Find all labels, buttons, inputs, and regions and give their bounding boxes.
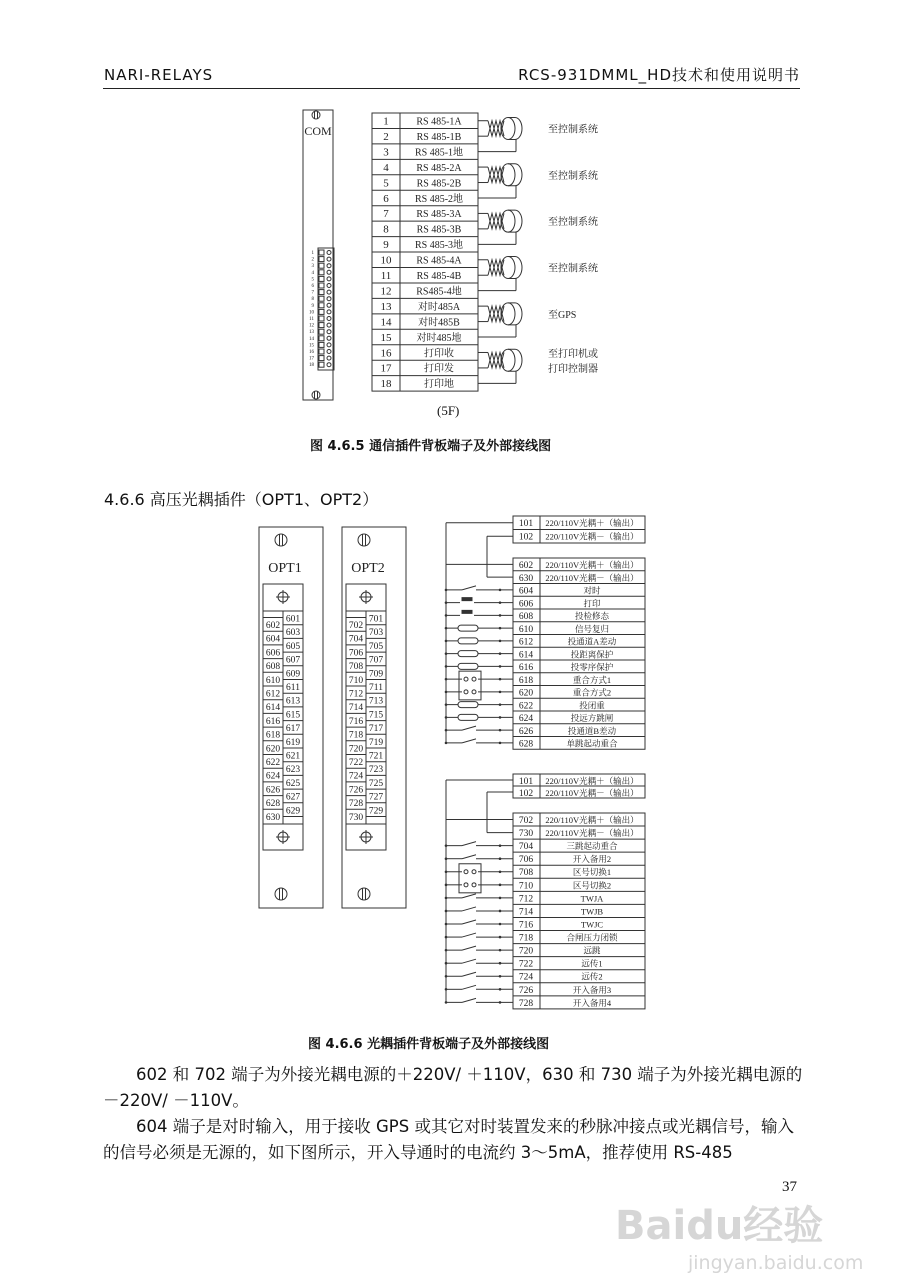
opt1-table-row-number: 602	[518, 561, 534, 571]
opt2-table-row-number: 720	[518, 946, 534, 957]
com-board-label: COM	[304, 124, 332, 138]
com-terminal-hole	[327, 350, 331, 354]
opt2-terminal-right: 707	[368, 655, 384, 666]
opt2-terminal-left: 710	[348, 675, 364, 686]
opt2-terminal-left: 724	[348, 771, 364, 782]
com-terminal-number: 1	[311, 251, 314, 256]
opt2-table-row-label: TWJB	[580, 906, 604, 917]
pin-icon	[472, 870, 476, 874]
com-row-label: RS 485-4B	[416, 271, 462, 282]
opt2-table-row-label: 区号切换2	[572, 880, 612, 891]
com-terminal-hole	[327, 336, 331, 340]
com-row-label: 打印发	[424, 363, 454, 375]
com-terminal-number: 4	[311, 270, 314, 276]
opt1-table-row-label: 单跳起动重合	[566, 738, 618, 749]
paragraph-2: 604 端子是对时输入，用于接收 GPS 或其它对时装置发来的秒脉冲接点或光耦信号，输入的信号必须是无源的，如下图所示，开入导通时的电流约 3～5mA，推荐使用 RS-485	[103, 1117, 794, 1162]
shield-icon	[501, 257, 515, 279]
switch-icon	[462, 920, 476, 924]
section-heading: 4.6.6 高压光耦插件（OPT1、OPT2）	[104, 490, 379, 509]
opt2-terminal-left: 708	[348, 662, 364, 673]
page-number: 37	[782, 1179, 797, 1195]
fuse-icon	[458, 651, 478, 657]
header-left: NARI-RELAYS	[104, 66, 214, 84]
fuse-icon	[458, 638, 478, 644]
switch-icon	[462, 959, 476, 963]
opt1-terminal-right: 601	[285, 614, 301, 625]
com-row-label: RS 485-3地	[414, 240, 464, 252]
opt2-table-row-label: 三跳起动重合	[566, 841, 618, 852]
com-terminal-pin	[319, 276, 324, 281]
com-terminal-pin	[319, 309, 324, 314]
com-terminal-number: 5	[311, 277, 314, 283]
com-row-label: 对时485地	[416, 332, 462, 344]
com-row-number: 2	[383, 130, 389, 143]
com-terminal-number: 11	[309, 317, 314, 322]
com-terminal-pin	[319, 356, 324, 361]
com-row-number: 9	[383, 239, 389, 252]
com-row-label: RS 485-3A	[416, 209, 462, 221]
opt1-table-power-number: 102	[518, 532, 534, 543]
opt1-terminal-right: 619	[285, 737, 301, 748]
opt1-terminal-right: 627	[285, 792, 301, 803]
pin-icon	[464, 883, 468, 887]
opt2-terminal-right: 709	[368, 669, 384, 680]
opt2-terminal-right: 729	[368, 806, 384, 817]
switch-icon	[462, 972, 476, 976]
opt2-screw-top-icon	[358, 534, 370, 546]
opt2-terminal-right: 705	[368, 641, 384, 652]
opt1-terminal-right: 629	[285, 806, 301, 817]
fuse-icon	[458, 702, 478, 708]
opt2-terminal-left: 730	[348, 812, 364, 823]
opt1-terminal-left: 604	[265, 634, 281, 645]
opt2-terminal-right: 725	[368, 778, 384, 789]
opt1-table-power-number: 101	[518, 519, 534, 529]
shield-icon	[501, 349, 515, 371]
opt2-table-row-number: 730	[518, 829, 534, 840]
opt2-table-row-label: 远传2	[581, 971, 603, 982]
com-footnote: (5F)	[437, 403, 460, 418]
com-terminal-hole	[327, 343, 331, 347]
switch-icon	[462, 907, 476, 911]
switch-icon	[462, 842, 476, 846]
opt1-table-row-number: 630	[518, 573, 534, 584]
com-destination-label: 至控制系统	[548, 170, 598, 182]
opt2-terminal-right: 703	[368, 628, 384, 639]
opt2-terminal-right: 717	[368, 724, 384, 735]
opt1-table-row-label: 投零序保护	[570, 662, 614, 672]
com-terminal-pin	[319, 263, 324, 268]
button-icon	[462, 610, 472, 613]
com-terminal-hole	[327, 290, 331, 294]
switch-icon	[462, 933, 476, 937]
opt2-table-power-number: 101	[518, 777, 534, 787]
com-row-number: 6	[383, 192, 389, 205]
header-right: RCS-931DMML_HD技术和使用说明书	[518, 66, 800, 84]
opt1-table-row-label: 投检修态	[574, 611, 610, 621]
shield-icon	[501, 210, 515, 232]
com-screw-top-icon	[312, 111, 320, 119]
opt1-table-row-label: 打印	[583, 598, 601, 609]
com-terminal-hole	[327, 310, 331, 314]
opt1-label: OPT1	[268, 561, 302, 576]
opt2-table-row-number: 710	[518, 881, 534, 892]
opt1-table-row-number: 614	[518, 650, 534, 661]
opt1-table-row-label: 投远方跳闸	[570, 713, 614, 723]
opt1-screw-bottom-icon	[275, 888, 287, 900]
opt1-table-row-label: 220/110V光耦＋（输出）	[545, 560, 639, 570]
opt1-terminal-left: 628	[265, 799, 281, 810]
shield-icon	[501, 117, 515, 139]
opt2-screw-bottom-icon	[358, 888, 370, 900]
com-terminal-pin	[319, 362, 324, 367]
com-terminal-number: 3	[311, 264, 314, 270]
opt2-table-row-number: 704	[518, 842, 534, 853]
com-row-label: 打印地	[424, 379, 454, 391]
com-terminal-hole	[327, 264, 331, 268]
com-row-number: 3	[383, 146, 389, 159]
switch-icon	[462, 586, 476, 590]
opt2-table-row-label: 开入备用4	[572, 997, 612, 1008]
opt2-terminal-right: 711	[369, 683, 383, 693]
com-row-number: 17	[380, 362, 392, 375]
com-row-label: RS 485-4A	[416, 255, 462, 267]
opt1-table-power-label: 220/110V光耦＋（输出）	[545, 518, 639, 528]
opt1-table-row-label: 重合方式1	[572, 674, 612, 685]
opt1-table-row-number: 628	[518, 739, 534, 750]
watermark-logo: Baidu经验	[615, 1203, 824, 1249]
opt2-terminal-left: 718	[348, 730, 364, 741]
com-row-label: RS 485-1B	[416, 131, 462, 143]
com-row-label: RS485-4地	[416, 286, 462, 298]
opt2-table-power-label: 220/110V光耦－（输出）	[545, 788, 639, 798]
opt1-table-row-number: 626	[518, 726, 534, 737]
opt2-terminal-left: 720	[348, 744, 364, 755]
switch-icon	[462, 726, 476, 730]
opt2-terminal-left: 726	[348, 785, 364, 796]
opt1-table-row-number: 622	[518, 701, 534, 712]
com-terminal-number: 8	[311, 297, 314, 303]
com-screw-bottom-icon	[312, 391, 320, 399]
com-row-number: 14	[380, 316, 392, 329]
com-terminal-hole	[327, 356, 331, 360]
com-row-label: 对时485B	[418, 317, 460, 329]
opt1-terminal-left: 614	[265, 703, 281, 714]
opt1-terminal-right: 609	[285, 669, 301, 680]
opt1-terminal-right: 625	[285, 778, 301, 789]
opt1-table-row-number: 608	[518, 612, 534, 622]
com-terminal-pin	[319, 250, 324, 255]
selector-box-icon	[459, 864, 481, 893]
com-terminal-pin	[319, 342, 324, 347]
opt1-terminal-left: 626	[265, 785, 281, 796]
com-row-number: 13	[380, 300, 392, 313]
opt1-table-row-label: 投距离保护	[570, 649, 614, 660]
opt1-table-row-number: 612	[518, 637, 534, 648]
com-terminal-hole	[327, 284, 331, 288]
opt2-table-row-label: 220/110V光耦＋（输出）	[545, 815, 639, 825]
com-terminal-pin	[319, 283, 324, 288]
com-row-number: 7	[383, 208, 389, 221]
opt1-terminal-right: 607	[285, 655, 301, 666]
switch-icon	[462, 894, 476, 898]
com-terminal-hole	[327, 330, 331, 334]
opt2-terminal-right: 723	[368, 765, 384, 776]
com-row-number: 8	[383, 223, 389, 236]
com-row-number: 5	[383, 177, 389, 190]
com-terminal-hole	[327, 277, 331, 281]
com-terminal-number: 14	[309, 336, 314, 342]
pin-icon	[472, 690, 476, 694]
com-row-number: 12	[380, 285, 392, 298]
opt2-terminal-right: 701	[368, 614, 384, 625]
com-row-number: 4	[383, 161, 389, 174]
opt2-table-row-number: 718	[518, 933, 534, 944]
com-terminal-pin	[319, 296, 324, 301]
opt1-terminal-right: 611	[286, 683, 300, 693]
opt1-terminal-left: 602	[265, 621, 281, 631]
opt2-terminal-left: 722	[348, 758, 364, 768]
opt2-terminal-right: 721	[368, 751, 384, 762]
opt2-table-row-label: 合闸压力闭锁	[566, 932, 618, 943]
opt1-table-row-label: 投通道A差动	[567, 636, 617, 647]
switch-icon	[462, 946, 476, 950]
opt1-terminal-left: 630	[265, 812, 281, 823]
opt1-table-row-number: 606	[518, 599, 534, 610]
com-row-number: 16	[380, 347, 392, 360]
com-row-label: RS 485-3B	[416, 224, 462, 236]
opt2-label: OPT2	[351, 561, 385, 576]
opt2-terminal-right: 727	[368, 792, 384, 803]
opt2-terminal-left: 728	[348, 799, 364, 810]
opt2-terminal-left: 706	[348, 648, 364, 659]
com-row-label: RS 485-1A	[416, 116, 462, 128]
switch-icon	[462, 985, 476, 989]
com-row-number: 18	[380, 378, 392, 391]
shield-icon	[501, 164, 515, 186]
opt1-terminal-left: 624	[265, 771, 281, 782]
com-terminal-hole	[327, 317, 331, 321]
com-terminal-number: 2	[311, 257, 314, 263]
opt2-terminal-right: 713	[368, 696, 384, 707]
opt1-table-row-number: 624	[518, 714, 534, 724]
com-terminal-pin	[319, 270, 324, 275]
opt1-terminal-right: 621	[285, 751, 301, 762]
opt1-table-row-label: 对时	[583, 585, 601, 596]
com-row-number: 11	[380, 270, 392, 282]
figure-caption-4-6-6: 图 4.6.6 光耦插件背板端子及外部接线图	[308, 1037, 550, 1052]
com-destination-label: 至控制系统	[548, 217, 598, 229]
opt2-table-row-label: TWJA	[580, 893, 604, 904]
opt2-terminal-right: 715	[368, 710, 384, 721]
fuse-icon	[458, 714, 478, 720]
opt2-table-row-number: 728	[518, 998, 534, 1009]
opt1-terminal-right: 623	[285, 765, 301, 776]
opt2-table-power-label: 220/110V光耦＋（输出）	[545, 776, 639, 786]
switch-icon	[462, 855, 476, 859]
com-row-label: RS 485-2A	[416, 162, 462, 174]
com-terminal-number: 12	[309, 323, 314, 329]
fuse-icon	[458, 663, 478, 669]
com-terminal-number: 18	[309, 363, 314, 369]
com-terminal-number: 7	[311, 290, 314, 296]
opt2-table-row-number: 716	[518, 920, 534, 931]
opt2-terminal-right: 719	[368, 737, 384, 748]
opt1-terminal-right: 603	[285, 628, 301, 639]
selector-box-icon	[459, 671, 481, 700]
opt2-table-row-label: 区号切换1	[572, 867, 612, 878]
switch-icon	[462, 739, 476, 743]
opt1-table-row-number: 618	[518, 675, 534, 686]
com-terminal-pin	[319, 257, 324, 262]
com-terminal-pin	[319, 336, 324, 341]
opt1-screw-top-icon	[275, 534, 287, 546]
opt1-table-row-number: 620	[518, 688, 534, 699]
com-terminal-pin	[319, 290, 324, 295]
paragraph-1: 602 和 702 端子为外接光耦电源的＋220V/ ＋110V，630 和 730 端子为外接光耦电源的－220V/ －110V。	[103, 1065, 803, 1110]
com-terminal-pin	[319, 323, 324, 328]
com-row-number: 15	[380, 331, 392, 344]
shield-icon	[501, 303, 515, 325]
watermark-url: jingyan.baidu.com	[688, 1252, 864, 1274]
button-icon	[462, 598, 472, 601]
pin-icon	[464, 690, 468, 694]
opt2-table-row-number: 722	[518, 959, 534, 970]
com-terminal-number: 10	[309, 310, 314, 316]
opt2-table-row-label: 220/110V光耦－（输出）	[545, 828, 639, 839]
opt1-table-row-label: 投通道B差动	[567, 725, 617, 736]
com-terminal-hole	[327, 303, 331, 307]
opt2-table-row-label: 远传1	[581, 958, 603, 969]
opt2-table-row-number: 702	[518, 816, 534, 826]
com-row-label: RS 485-1地	[414, 147, 464, 159]
com-destination-label: 至打印机或	[548, 349, 598, 361]
opt2-table-row-number: 706	[518, 855, 534, 866]
com-row-label: 对时485A	[417, 301, 461, 313]
com-terminal-pin	[319, 316, 324, 321]
opt2-table-row-number: 714	[518, 907, 534, 918]
opt1-table-row-label: 信号复归	[574, 623, 610, 634]
opt1-terminal-left: 616	[265, 716, 281, 727]
opt1-terminal-right: 615	[285, 710, 301, 721]
com-terminal-hole	[327, 363, 331, 367]
opt2-table-row-label: 开入备用2	[572, 854, 612, 865]
opt2-table-power-number: 102	[518, 789, 534, 799]
opt1-table-row-number: 610	[518, 624, 534, 635]
opt1-table-row-label: 220/110V光耦－（输出）	[545, 572, 639, 583]
opt1-terminal-left: 606	[265, 648, 281, 659]
opt2-table-row-number: 712	[518, 894, 534, 905]
opt1-table-row-label: 重合方式2	[572, 687, 612, 698]
com-terminal-number: 15	[309, 343, 314, 349]
pin-icon	[472, 883, 476, 887]
opt1-table-power-label: 220/110V光耦－（输出）	[545, 531, 639, 542]
com-terminal-number: 13	[309, 330, 314, 336]
opt1-table-row-number: 604	[518, 586, 534, 597]
com-terminal-number: 16	[309, 350, 314, 355]
opt1-terminal-right: 613	[285, 696, 301, 707]
opt1-table-row-number: 616	[518, 663, 534, 673]
com-terminal-hole	[327, 270, 331, 274]
opt1-terminal-right: 617	[285, 724, 301, 735]
com-terminal-hole	[327, 257, 331, 261]
com-terminal-number: 9	[311, 303, 314, 309]
com-row-label: 打印收	[424, 348, 454, 360]
com-row-label: RS 485-2B	[416, 178, 462, 190]
opt2-terminal-left: 702	[348, 621, 364, 631]
com-row-number: 1	[383, 115, 389, 128]
opt1-table-row-label: 投闭重	[579, 700, 605, 711]
com-terminal-pin	[319, 303, 324, 308]
pin-icon	[472, 677, 476, 681]
pin-icon	[464, 677, 468, 681]
opt2-terminal-left: 712	[348, 689, 364, 700]
com-row-label: RS 485-2地	[414, 193, 464, 205]
com-terminal-hole	[327, 323, 331, 327]
opt1-terminal-left: 620	[265, 744, 281, 755]
com-row-number: 10	[380, 254, 392, 267]
opt2-terminal-left: 716	[348, 716, 364, 727]
opt2-table-row-label: 开入备用3	[572, 984, 612, 995]
com-terminal-hole	[327, 251, 331, 255]
opt1-terminal-right: 605	[285, 641, 301, 652]
com-terminal-hole	[327, 297, 331, 301]
pin-icon	[464, 870, 468, 874]
opt1-terminal-left: 622	[265, 758, 281, 768]
opt2-terminal-left: 704	[348, 634, 364, 645]
fuse-icon	[458, 625, 478, 631]
opt1-terminal-left: 610	[265, 675, 281, 686]
com-destination-label: 至控制系统	[548, 263, 598, 275]
com-terminal-pin	[319, 329, 324, 334]
figure-caption-4-6-5: 图 4.6.5 通信插件背板端子及外部接线图	[310, 439, 552, 454]
opt2-table-row-number: 726	[518, 985, 534, 996]
opt2-table-row-label: TWJC	[580, 919, 604, 930]
opt2-table-row-number: 724	[518, 972, 534, 983]
com-terminal-pin	[319, 349, 324, 354]
com-terminal-number: 6	[311, 284, 314, 289]
opt2-table-row-number: 708	[518, 868, 534, 879]
opt1-terminal-left: 608	[265, 662, 281, 673]
com-destination-label: 至控制系统	[548, 124, 598, 136]
opt2-table-row-label: 远跳	[583, 945, 601, 956]
com-destination-label: 至GPS	[548, 309, 577, 321]
switch-icon	[462, 998, 476, 1002]
com-destination-label: 打印控制器	[548, 364, 598, 376]
com-terminal-number: 17	[309, 356, 314, 362]
opt1-terminal-left: 618	[265, 730, 281, 741]
opt2-terminal-left: 714	[348, 703, 364, 714]
opt1-terminal-left: 612	[265, 689, 281, 700]
